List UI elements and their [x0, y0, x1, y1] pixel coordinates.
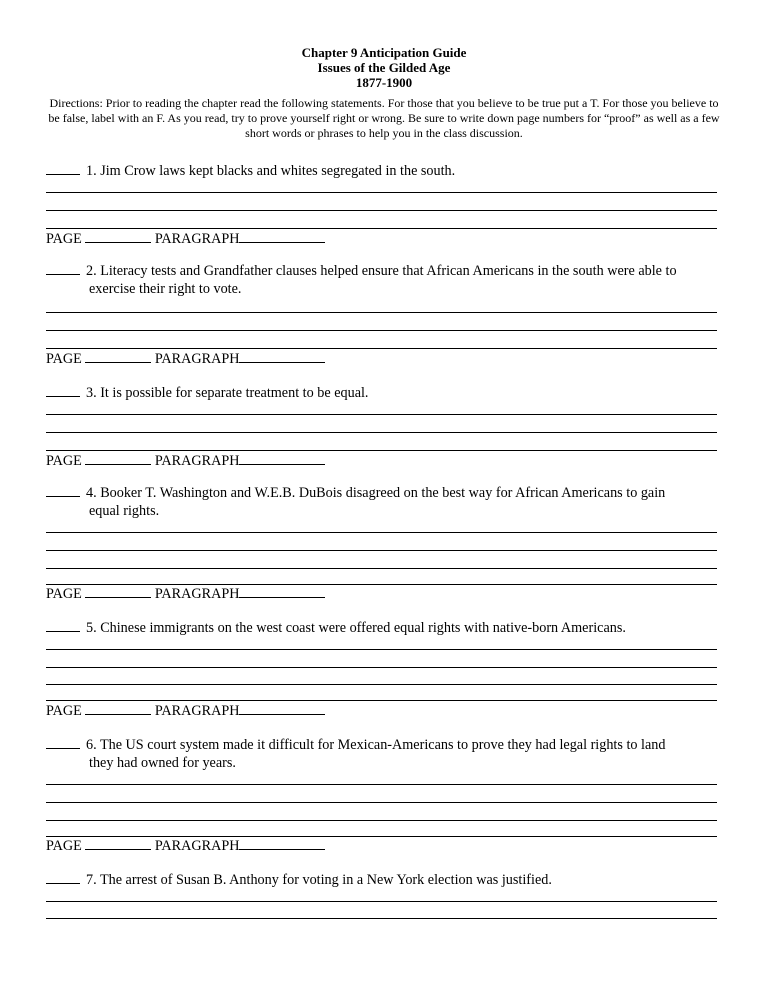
- statement-text: Chinese immigrants on the west coast were offered equal rights with native-born Americans.: [100, 620, 626, 636]
- page-paragraph-row: [46, 585, 325, 603]
- paragraph-blank[interactable]: [239, 837, 325, 850]
- page-paragraph-row: [46, 837, 325, 855]
- statement-text: The US court system made it difficult for Mexican-Americans to prove they had legal rights to land: [99, 737, 666, 753]
- paragraph-label: PARAGRAPH: [154, 231, 240, 247]
- statement-text: Literacy tests and Grandfather clauses helped ensure that African Americans in the south were able to: [100, 263, 677, 279]
- paragraph-blank[interactable]: [239, 230, 325, 243]
- paragraph-label: PARAGRAPH: [154, 351, 240, 367]
- worksheet-years: 1877-1900: [355, 75, 413, 90]
- answer-line[interactable]: [46, 901, 717, 902]
- answer-line[interactable]: [46, 348, 717, 349]
- answer-line[interactable]: [46, 684, 717, 685]
- page-paragraph-row: [46, 230, 325, 248]
- statement-text: The arrest of Susan B. Anthony for voting in a New York election was justified.: [99, 872, 552, 888]
- true-false-blank[interactable]: [46, 619, 80, 632]
- true-false-blank[interactable]: [46, 871, 80, 884]
- page-number-blank[interactable]: [85, 837, 151, 850]
- page-number-blank[interactable]: [85, 702, 151, 715]
- true-false-blank[interactable]: [46, 162, 80, 175]
- paragraph-label: PARAGRAPH: [154, 703, 240, 719]
- directions-text: Directions: Prior to reading the chapter read the following statements. For those that you believe to be true put a T. For those you believe to be false, label with an F. As you read, try to prove yourself right or wrong. Be sure to write down page numbers for “proof” as well as a few short words or phrases to help you in the class discussion.: [48, 96, 720, 140]
- page-label: PAGE: [46, 453, 82, 469]
- answer-line[interactable]: [46, 532, 717, 533]
- statement-number: 7.: [86, 872, 97, 888]
- statement-number: 4.: [86, 485, 97, 501]
- paragraph-blank[interactable]: [239, 702, 325, 715]
- page-number-blank[interactable]: [85, 230, 151, 243]
- statement-7: [46, 871, 722, 889]
- true-false-blank[interactable]: [46, 484, 80, 497]
- page-number-blank[interactable]: [85, 452, 151, 465]
- statement-3: [46, 384, 722, 402]
- page-paragraph-row: [46, 350, 325, 368]
- answer-line[interactable]: [46, 312, 717, 313]
- answer-line[interactable]: [46, 210, 717, 211]
- page-label: PAGE: [46, 351, 82, 367]
- statement-text: It is possible for separate treatment to be equal.: [100, 385, 369, 401]
- statement-1: [46, 162, 722, 180]
- answer-line[interactable]: [46, 649, 717, 650]
- page-label: PAGE: [46, 838, 82, 854]
- statement-number: 6.: [86, 737, 97, 753]
- page-label: PAGE: [46, 231, 82, 247]
- answer-line[interactable]: [46, 432, 717, 433]
- statement-5: [46, 619, 722, 637]
- worksheet-title: Chapter 9 Anticipation Guide: [301, 45, 467, 60]
- statement-text: Booker T. Washington and W.E.B. DuBois disagreed on the best way for African Americans to gain: [100, 485, 666, 501]
- paragraph-label: PARAGRAPH: [154, 586, 240, 602]
- true-false-blank[interactable]: [46, 262, 80, 275]
- paragraph-blank[interactable]: [239, 585, 325, 598]
- statement-number: 3.: [86, 385, 97, 401]
- statement-number: 5.: [86, 620, 97, 636]
- statement-text-continued: exercise their right to vote.: [89, 281, 242, 297]
- answer-line[interactable]: [46, 330, 717, 331]
- answer-line[interactable]: [46, 784, 717, 785]
- worksheet-subtitle: Issues of the Gilded Age: [317, 60, 451, 75]
- statement-text: Jim Crow laws kept blacks and whites segregated in the south.: [100, 163, 456, 179]
- statement-text-continued: equal rights.: [89, 503, 160, 519]
- statement-number: 1.: [86, 163, 97, 179]
- page-paragraph-row: [46, 702, 325, 720]
- statement-6: [46, 736, 722, 772]
- answer-line[interactable]: [46, 667, 717, 668]
- answer-line[interactable]: [46, 228, 717, 229]
- page-label: PAGE: [46, 703, 82, 719]
- answer-line[interactable]: [46, 450, 717, 451]
- page-paragraph-row: [46, 452, 325, 470]
- statement-4: [46, 484, 722, 520]
- answer-line[interactable]: [46, 414, 717, 415]
- answer-line[interactable]: [46, 700, 717, 701]
- paragraph-blank[interactable]: [239, 350, 325, 363]
- statement-2: [46, 262, 722, 298]
- true-false-blank[interactable]: [46, 736, 80, 749]
- answer-line[interactable]: [46, 192, 717, 193]
- answer-line[interactable]: [46, 918, 717, 919]
- statement-text-continued: they had owned for years.: [89, 755, 236, 771]
- page-number-blank[interactable]: [85, 350, 151, 363]
- page-number-blank[interactable]: [85, 585, 151, 598]
- statement-number: 2.: [86, 263, 97, 279]
- answer-line[interactable]: [46, 820, 717, 821]
- answer-line[interactable]: [46, 568, 717, 569]
- paragraph-label: PARAGRAPH: [154, 838, 240, 854]
- paragraph-label: PARAGRAPH: [154, 453, 240, 469]
- true-false-blank[interactable]: [46, 384, 80, 397]
- paragraph-blank[interactable]: [239, 452, 325, 465]
- answer-line[interactable]: [46, 802, 717, 803]
- page-label: PAGE: [46, 586, 82, 602]
- answer-line[interactable]: [46, 550, 717, 551]
